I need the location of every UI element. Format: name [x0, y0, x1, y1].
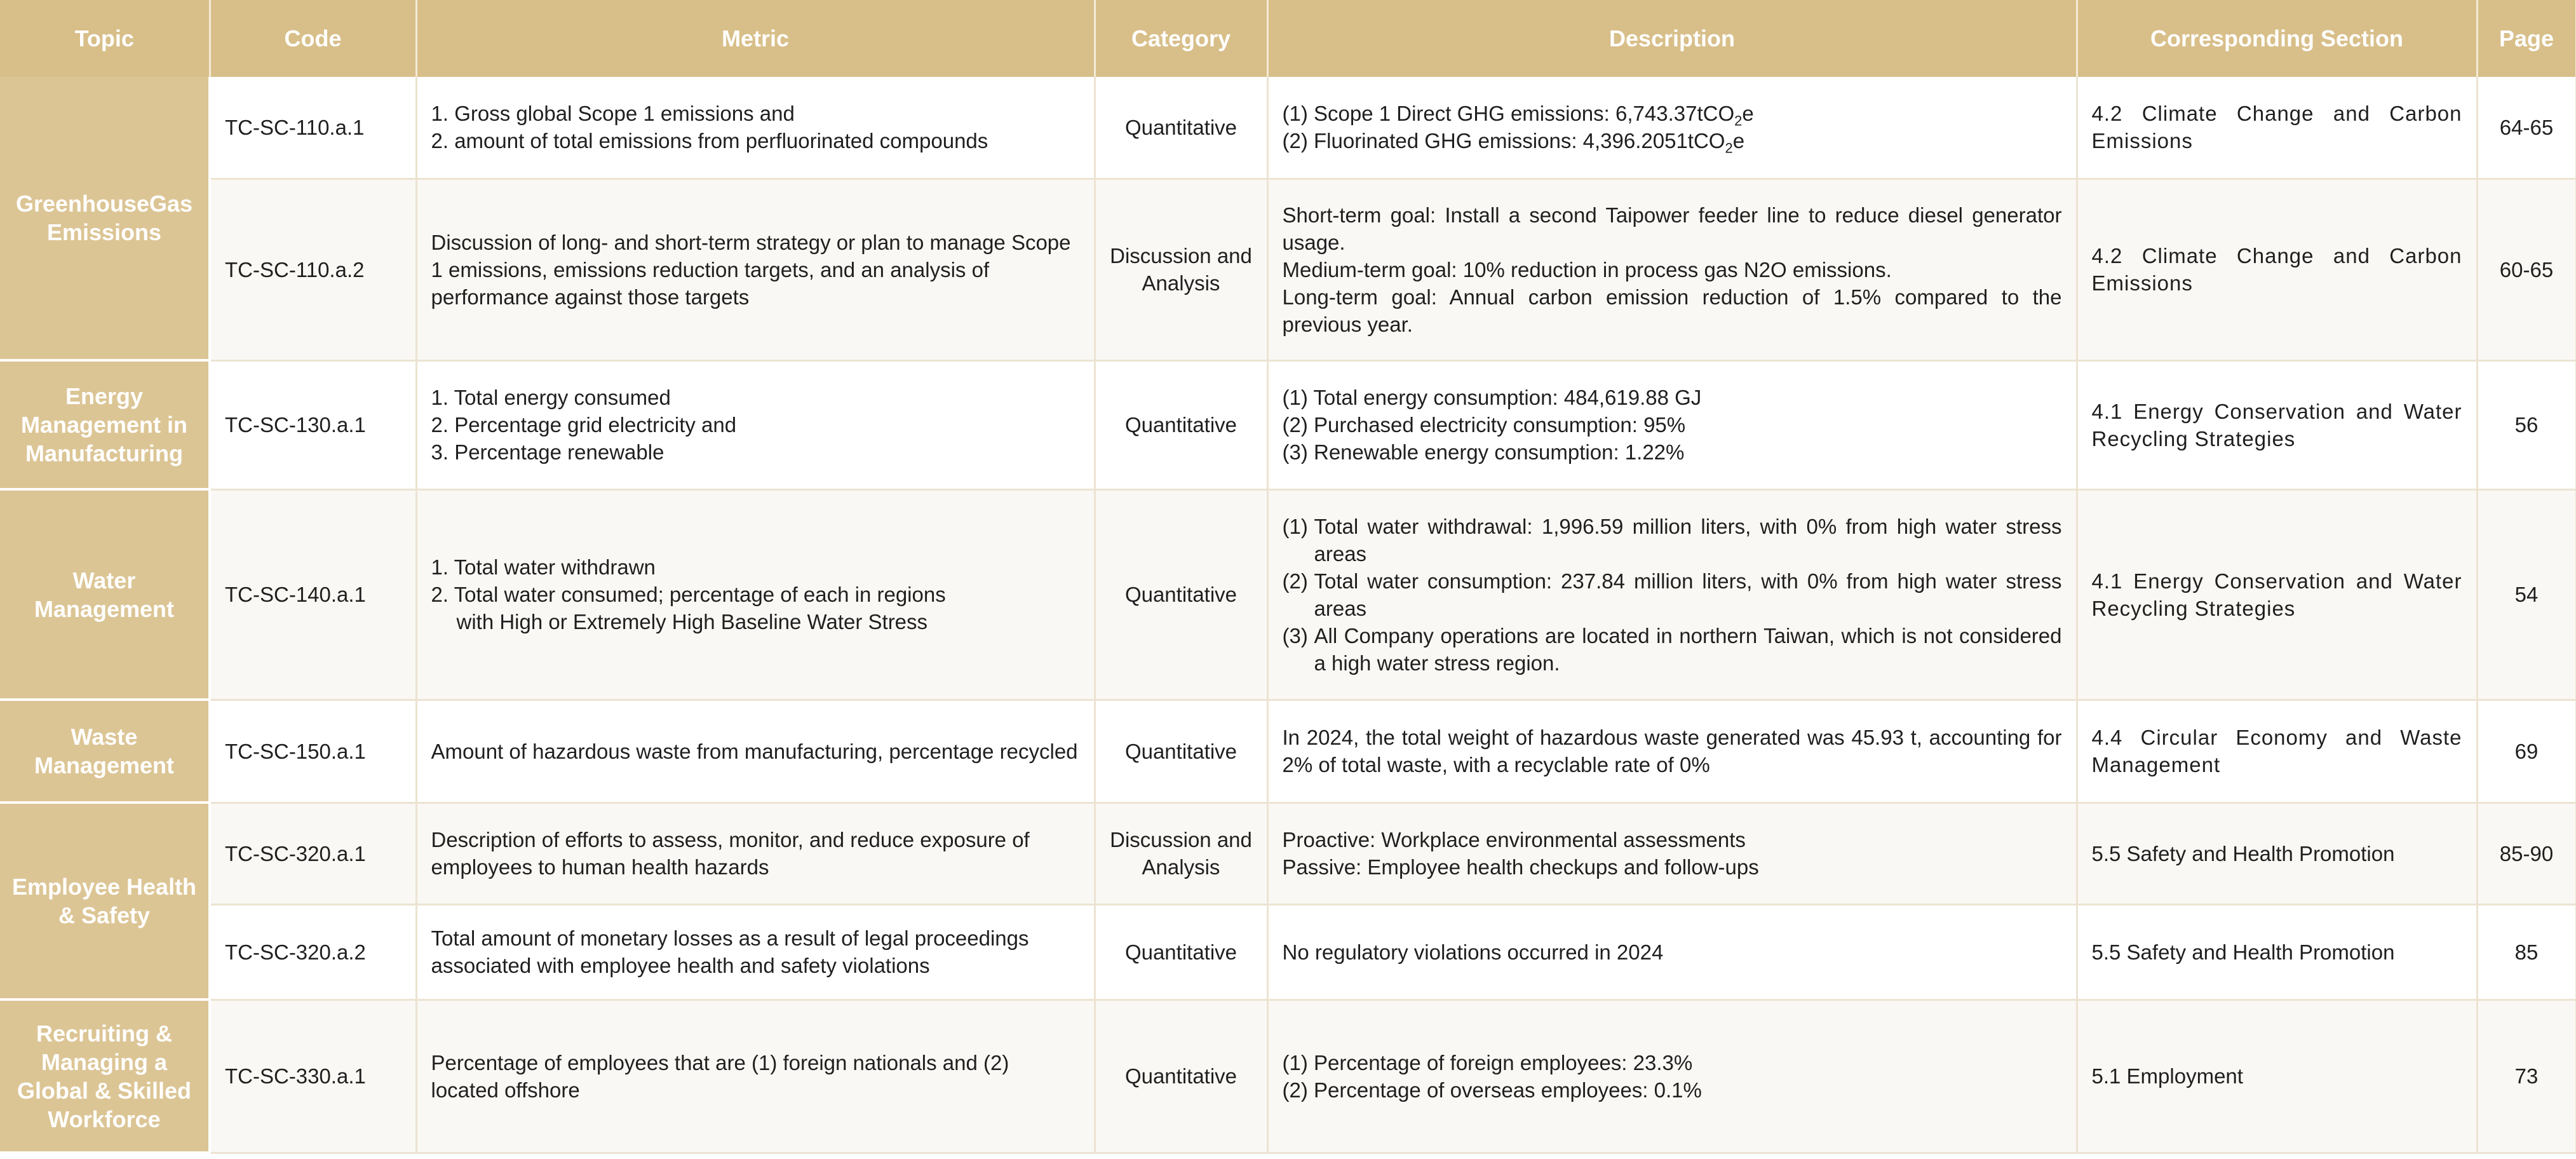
header-description: Description: [1267, 0, 2077, 77]
section-cell: 5.5 Safety and Health Promotion: [2077, 904, 2477, 1000]
topic-workforce: Recruiting & Managing a Global & Skilled Workforce: [0, 1000, 210, 1153]
metric-cell: Percentage of employees that are (1) foreign nationals and (2) located offshore: [416, 1000, 1095, 1153]
metric-line: 1. Total water withdrawn: [431, 555, 656, 579]
page-cell: 60-65: [2477, 179, 2576, 360]
category-cell: Discussion and Analysis: [1095, 179, 1267, 360]
description-line: (3) Renewable energy consumption: 1.22%: [1282, 440, 1685, 464]
metric-cell: Amount of hazardous waste from manufacturing, percentage recycled: [416, 700, 1095, 803]
code-cell: TC-SC-330.a.1: [210, 1000, 416, 1153]
description-line: Proactive: Workplace environmental assessments: [1282, 828, 1746, 851]
description-cell: [1267, 803, 2077, 904]
metric-cell: Discussion of long- and short-term strategy or plan to manage Scope 1 emissions, emissions reduction targets, and an analysis of performance against those targets: [416, 179, 1095, 360]
description-cell: [1267, 179, 2077, 360]
header-metric: Metric: [416, 0, 1095, 77]
metric-cell: [416, 360, 1095, 489]
code-cell: TC-SC-110.a.2: [210, 179, 416, 360]
metric-line: with High or Extremely High Baseline Water Stress: [456, 610, 928, 634]
table-row: [0, 489, 2576, 700]
page-cell: 73: [2477, 1000, 2576, 1153]
code-cell: TC-SC-320.a.2: [210, 904, 416, 1000]
metric-cell: [416, 77, 1095, 179]
page-cell: 56: [2477, 360, 2576, 489]
header-category: Category: [1095, 0, 1267, 77]
section-cell: 4.2 Climate Change and Carbon Emissions: [2077, 77, 2477, 179]
code-cell: TC-SC-140.a.1: [210, 489, 416, 700]
table-row: [0, 179, 2576, 360]
table-row: [0, 360, 2576, 489]
description-line: (2) Fluorinated GHG emissions: 4,396.2051tCO$_2$e: [1282, 129, 1745, 156]
category-cell: Quantitative: [1095, 904, 1267, 1000]
description-line: Passive: Employee health checkups and follow-ups: [1282, 855, 1759, 879]
description-cell: [1267, 489, 2077, 700]
description-cell: No regulatory violations occurred in 2024: [1267, 904, 2077, 1000]
category-cell: Quantitative: [1095, 489, 1267, 700]
page-cell: 69: [2477, 700, 2576, 803]
description-line: (2) Percentage of overseas employees: 0.1%: [1282, 1078, 1702, 1102]
description-line: (1) Total energy consumption: 484,619.88 GJ: [1282, 386, 1702, 409]
header-code: Code: [210, 0, 416, 77]
category-cell: Quantitative: [1095, 77, 1267, 179]
description-cell: [1267, 77, 2077, 179]
table-row: [0, 803, 2576, 904]
metric-cell: [416, 489, 1095, 700]
page-cell: 85: [2477, 904, 2576, 1000]
header-page: Page: [2477, 0, 2576, 77]
description-line: (1) Percentage of foreign employees: 23.3%: [1282, 1050, 1693, 1074]
category-cell: Quantitative: [1095, 1000, 1267, 1153]
description-line: Medium-term goal: 10% reduction in process gas N2O emissions.: [1282, 257, 1892, 281]
header-row: [0, 0, 2576, 77]
metric-line: 3. Percentage renewable: [431, 440, 664, 464]
description-cell: [1267, 1000, 2077, 1153]
section-cell: 4.4 Circular Economy and Waste Management: [2077, 700, 2477, 803]
page-cell: 64-65: [2477, 77, 2576, 179]
section-cell: 4.2 Climate Change and Carbon Emissions: [2077, 179, 2477, 360]
category-cell: Quantitative: [1095, 700, 1267, 803]
code-cell: TC-SC-110.a.1: [210, 77, 416, 179]
metric-line: 2. Percentage grid electricity and: [431, 413, 737, 437]
description-line: Long-term goal: Annual carbon emission reduction of 1.5% compared to the previous year.: [1282, 285, 2062, 336]
description-line: (1) Total water withdrawal: 1,996.59 million liters, with 0% from high water stress areas: [1282, 514, 2062, 566]
description-cell: [1267, 360, 2077, 489]
metric-line: 2. Total water consumed; percentage of each in regions: [431, 583, 946, 606]
metric-cell: Total amount of monetary losses as a result of legal proceedings associated with employee health and safety violations: [416, 904, 1095, 1000]
topic-health: Employee Health & Safety: [0, 803, 210, 1000]
metric-cell: Description of efforts to assess, monitor, and reduce exposure of employees to human health hazards: [416, 803, 1095, 904]
topic-water: Water Management: [0, 489, 210, 700]
table-row: [0, 77, 2576, 179]
header-section: Corresponding Section: [2077, 0, 2477, 77]
description-line: (2) Total water consumption: 237.84 million liters, with 0% from high water stress areas: [1282, 569, 2062, 620]
topic-ghg: GreenhouseGas Emissions: [0, 77, 210, 360]
code-cell: TC-SC-130.a.1: [210, 360, 416, 489]
header-topic: Topic: [0, 0, 210, 77]
table-row: [0, 700, 2576, 803]
topic-waste: Waste Management: [0, 700, 210, 803]
section-cell: 4.1 Energy Conservation and Water Recycling Strategies: [2077, 489, 2477, 700]
description-line: (2) Purchased electricity consumption: 95%: [1282, 413, 1686, 437]
description-line: Short-term goal: Install a second Taipower feeder line to reduce diesel generator usage.: [1282, 203, 2062, 254]
page-cell: 85-90: [2477, 803, 2576, 904]
description-line: (3) All Company operations are located in northern Taiwan, which is not considered a high water stress region.: [1282, 623, 2062, 675]
description-cell: In 2024, the total weight of hazardous waste generated was 45.93 t, accounting for 2% of total waste, with a recyclable rate of 0%: [1267, 700, 2077, 803]
page-cell: 54: [2477, 489, 2576, 700]
metric-line: 1. Gross global Scope 1 emissions and: [431, 102, 795, 126]
section-cell: 4.1 Energy Conservation and Water Recycling Strategies: [2077, 360, 2477, 489]
description-line: (1) Scope 1 Direct GHG emissions: 6,743.37tCO$_2$e: [1282, 102, 1754, 129]
code-cell: TC-SC-320.a.1: [210, 803, 416, 904]
metric-line: 2. amount of total emissions from perfluorinated compounds: [431, 129, 988, 153]
table-row: [0, 904, 2576, 1000]
category-cell: Quantitative: [1095, 360, 1267, 489]
table-row: [0, 1000, 2576, 1153]
section-cell: 5.5 Safety and Health Promotion: [2077, 803, 2477, 904]
topic-energy: Energy Management in Manufacturing: [0, 360, 210, 489]
category-cell: Discussion and Analysis: [1095, 803, 1267, 904]
metric-line: 1. Total energy consumed: [431, 386, 671, 409]
code-cell: TC-SC-150.a.1: [210, 700, 416, 803]
section-cell: 5.1 Employment: [2077, 1000, 2477, 1153]
